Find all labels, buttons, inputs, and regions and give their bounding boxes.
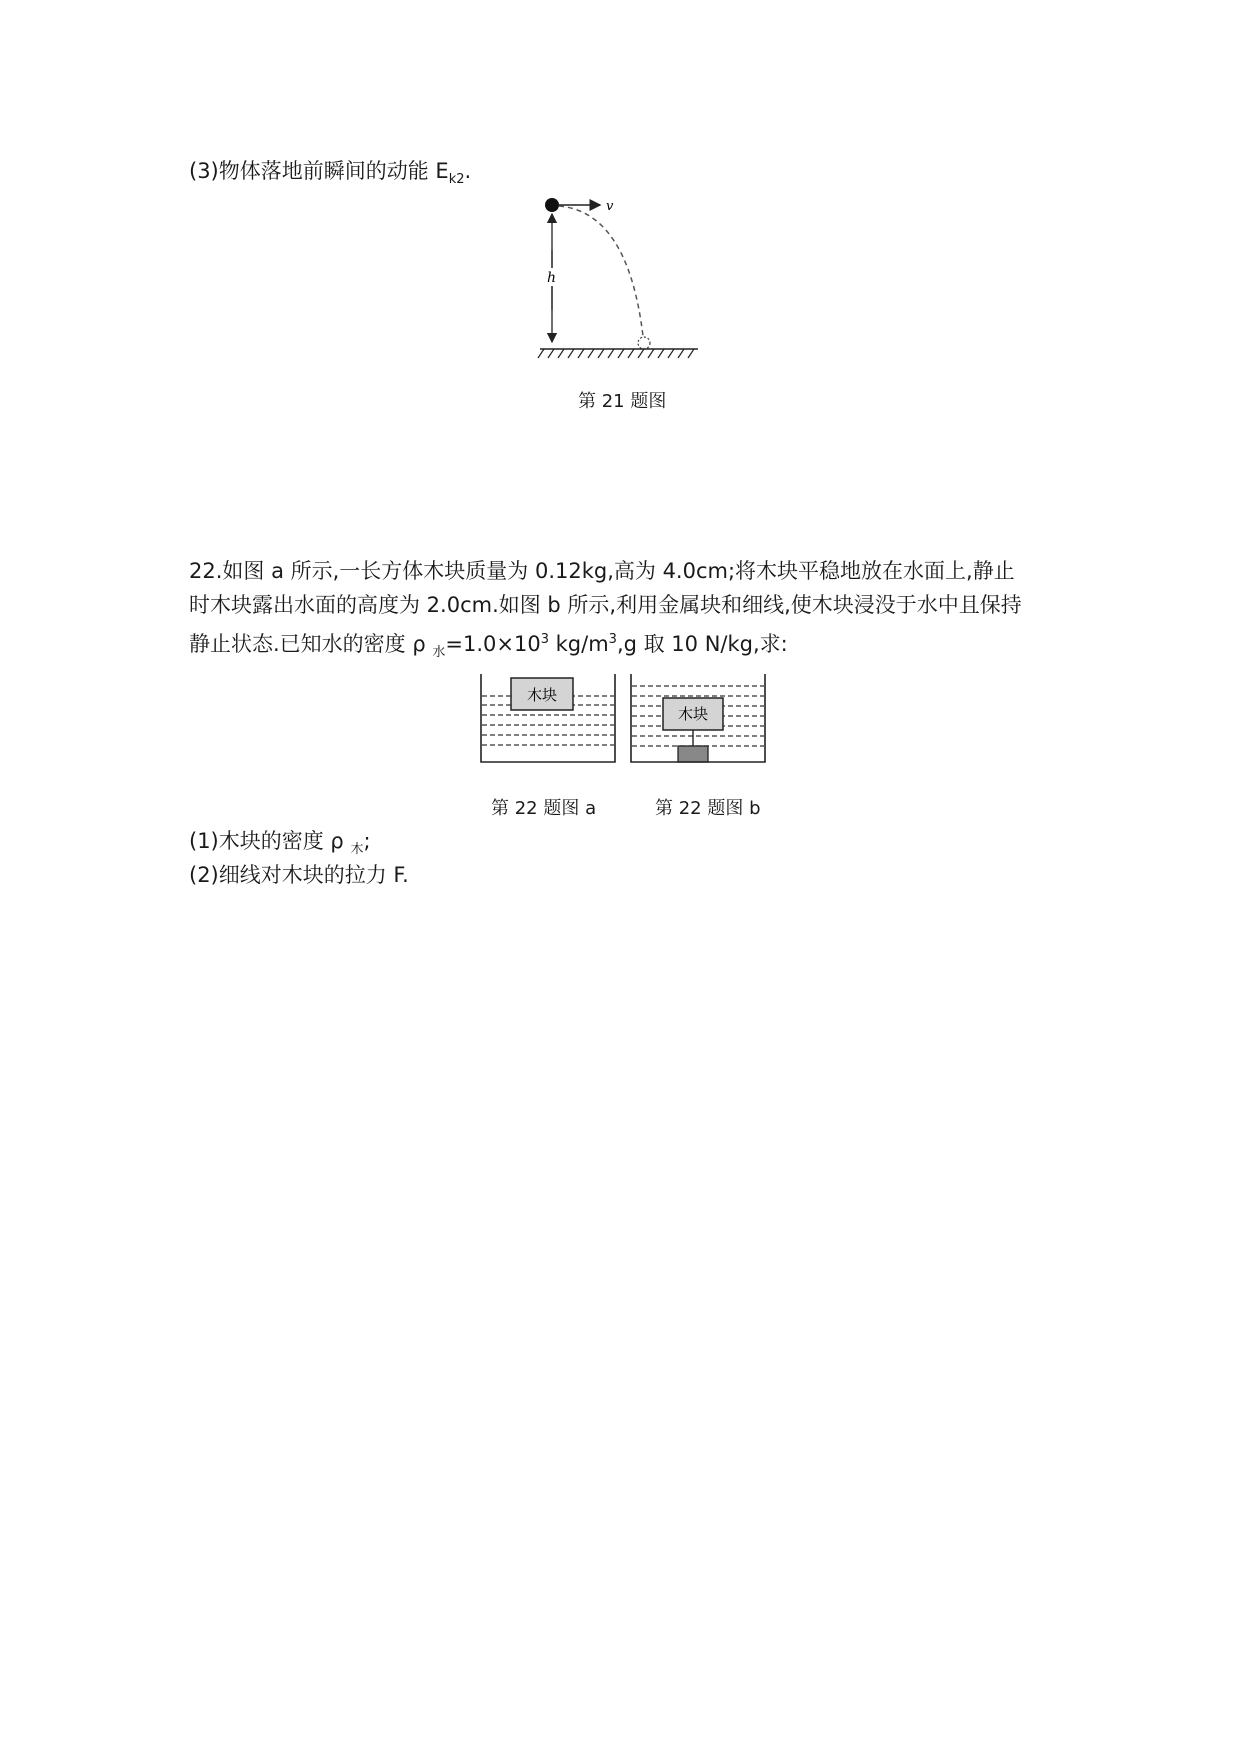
q21-part3-text: (3)物体落地前瞬间的动能 E	[189, 159, 449, 183]
q22-part2: (2)细线对木块的拉力 F.	[189, 863, 409, 887]
q22-part1-text: (1)木块的密度 ρ	[189, 829, 351, 853]
unit: kg/m	[548, 632, 609, 656]
figure-22b-caption: 第 22 题图 b	[655, 798, 761, 819]
wood-block-label: 木块	[526, 686, 558, 704]
q22-line3-value: =1.0×10	[445, 632, 541, 656]
figure-22a-floating-block	[478, 672, 618, 768]
exponent: 3	[540, 632, 549, 647]
wood-subscript: 木	[350, 842, 364, 857]
q22-line3-suffix: ,g 取 10 N/kg,求:	[616, 632, 788, 656]
q21-part3-suffix: .	[464, 159, 472, 183]
unit-exponent: 3	[608, 632, 617, 647]
q21-part3-subscript: k2	[448, 172, 465, 187]
q22-line2: 时木块露出水面的高度为 2.0cm.如图 b 所示,利用金属块和细线,使木块浸没于水中且保持	[189, 593, 1022, 617]
figure-21-caption: 第 21 题图	[578, 391, 667, 412]
q22-line3-text: 静止状态.已知水的密度 ρ	[189, 632, 433, 656]
wood-block-label: 木块	[677, 705, 709, 723]
ball	[545, 198, 559, 212]
trajectory	[559, 206, 643, 336]
height-label: h	[547, 270, 557, 286]
q22-line1: 22.如图 a 所示,一长方体木块质量为 0.12kg,高为 4.0cm;将木块平稳地放在水面上,静止	[189, 559, 1015, 583]
q22-part1-suffix: ;	[363, 829, 371, 853]
q21-part3	[189, 156, 471, 195]
metal-block	[678, 746, 708, 762]
figure-22a-caption: 第 22 题图 a	[491, 798, 597, 819]
landing-ball	[638, 337, 650, 349]
velocity-label: v	[606, 199, 614, 214]
figure-21-projectile	[530, 190, 710, 365]
figure-22b-submerged-block	[628, 672, 768, 768]
q22-line3	[189, 625, 788, 668]
water-subscript: 水	[432, 645, 446, 660]
